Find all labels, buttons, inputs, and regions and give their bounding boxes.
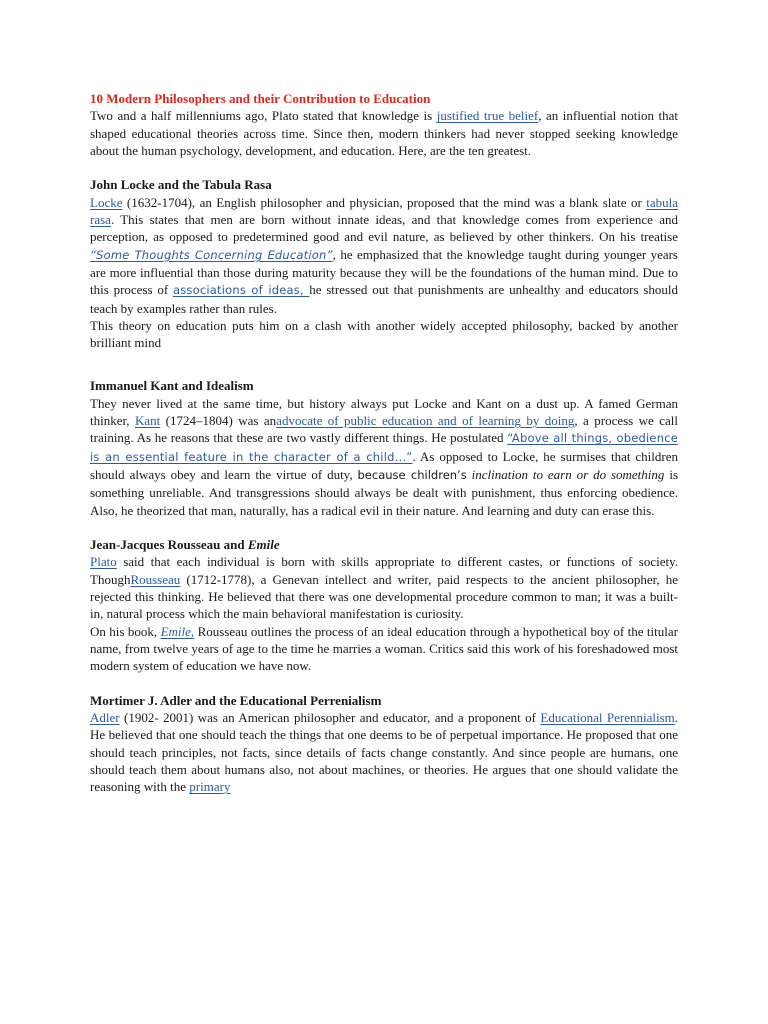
link-some-thoughts[interactable]: “Some Thoughts Concerning Education” (90, 247, 333, 262)
kant-text-2: (1724–1804) was an (160, 413, 277, 429)
link-tabula-rasa[interactable]: tabula rasa (90, 194, 678, 228)
heading-rousseau-emile: Emile (247, 537, 280, 553)
kant-text-6: inclination to earn or do something (466, 466, 665, 482)
document-title: 10 Modern Philosophers and their Contribution to Education (90, 91, 431, 106)
document-body (90, 90, 678, 796)
kant-paragraph (90, 395, 678, 519)
heading-adler: Mortimer J. Adler and the Educational Perrenialism (90, 692, 382, 708)
rousseau-text-2: (1712-1778), a Genevan intellect and writer, paid respects to the ancient philosopher, he rejected this thinking. He believed that there was one developmental procedure common to man; it was a built-in, natural process which the main behavioral manifestation is curiosity. (90, 571, 678, 622)
rousseau-text-3: On his book, (90, 623, 161, 639)
spacer (90, 675, 678, 692)
locke-paragraph-2: This theory on education puts him on a clash with another widely accepted philosophy, backed by another brilliant mind (90, 317, 678, 351)
link-plato[interactable]: Plato (90, 554, 117, 570)
locke-text-4: he stressed out that punishments are unhealthy and educators should teach by examples rather than rules. (90, 282, 678, 316)
intro-text-2: , an influential notion that shaped educational theories across time. Since then, modern thinkers had never stopped seeking knowledge about the human psychology, development, and education. Here, are the ten greatest. (90, 108, 678, 158)
link-advocate[interactable]: advocate of public education and of learning by doing (276, 413, 575, 429)
locke-text-1: (1632-1704), an English philosopher and physician, proposed that the mind was a blank slate or (122, 194, 647, 210)
kant-text-3: , a process we call training. As he reasons that these are two vastly different things. He postulated (90, 413, 678, 446)
link-primary[interactable]: primary (189, 779, 231, 795)
link-locke[interactable]: Locke (90, 194, 123, 210)
kant-text-7: is something unreliable. And transgressions should always be dealt with punishment, thus enforcing obedience. Also, he theorized that man, naturally, has a radical evil in their nature. And learning and duty can erase this. (90, 466, 678, 518)
spacer (90, 159, 678, 176)
locke-text-2: . This states that men are born without innate ideas, and that knowledge comes from experience and perception, as opposed to predetermined good and evil nature, as believed by other thinkers. On his treatise (90, 212, 678, 245)
kant-text-1: They never lived at the same time, but history always put Locke and Kant on a dust up. A famed German thinker, (90, 395, 678, 429)
spacer (90, 519, 678, 536)
link-rousseau[interactable]: Rousseau (130, 571, 181, 587)
spacer (90, 351, 678, 377)
link-emile[interactable]: Emile, (160, 623, 195, 639)
intro-paragraph (90, 107, 678, 159)
heading-rousseau-text: Jean-Jacques Rousseau and (90, 537, 248, 553)
adler-paragraph (90, 709, 678, 795)
link-justified-true-belief[interactable]: justified true belief (436, 108, 539, 124)
rousseau-text-1: said that each individual is born with skills appropriate to different castes, or functions of society. Though (90, 554, 678, 587)
rousseau-text-4: Rousseau outlines the process of an ideal education through a hypothetical boy of the titular name, from twelve years of age to the time he marries a woman. Critics said this work of his foreshadowed most modern system of education we have now. (90, 623, 678, 674)
link-educational-perennialism[interactable]: Educational Perennialism (540, 710, 675, 726)
rousseau-paragraph-2 (90, 623, 678, 675)
link-associations[interactable]: associations of ideas, (172, 283, 310, 298)
locke-paragraph-1 (90, 194, 678, 317)
adler-text-2: . He believed that one should teach the things that one deems to be of perpetual importance. He proposed that one should teach principles, not facts, since details of facts change constantly. And since people are humans, one should teach them about humans also, not about machines, or theories. He argues that one should validate the reasoning with the (90, 710, 678, 795)
link-adler[interactable]: Adler (90, 710, 120, 726)
adler-text-1: (1902- 2001) was an American philosopher and educator, and a proponent of (119, 710, 541, 726)
kant-text-4: . As opposed to Locke, he surmises that children should always obey and learn the virtue of duty, (90, 448, 678, 482)
heading-locke: John Locke and the Tabula Rasa (90, 177, 272, 193)
locke-text-3: , he emphasized that the knowledge taught during younger years are more influential than those during maturity because they will be the foundations of the human mind. Due to this process of (90, 246, 678, 298)
rousseau-paragraph-1 (90, 553, 678, 622)
kant-text-5: because children’s (357, 467, 467, 482)
intro-text-1: Two and a half millenniums ago, Plato stated that knowledge is (90, 108, 437, 124)
heading-kant: Immanuel Kant and Idealism (90, 378, 254, 394)
link-kant-quote[interactable]: “Above all things, obedience is an essential feature in the character of a child…” (90, 431, 678, 464)
link-kant[interactable]: Kant (134, 413, 161, 429)
heading-rousseau (90, 536, 678, 553)
